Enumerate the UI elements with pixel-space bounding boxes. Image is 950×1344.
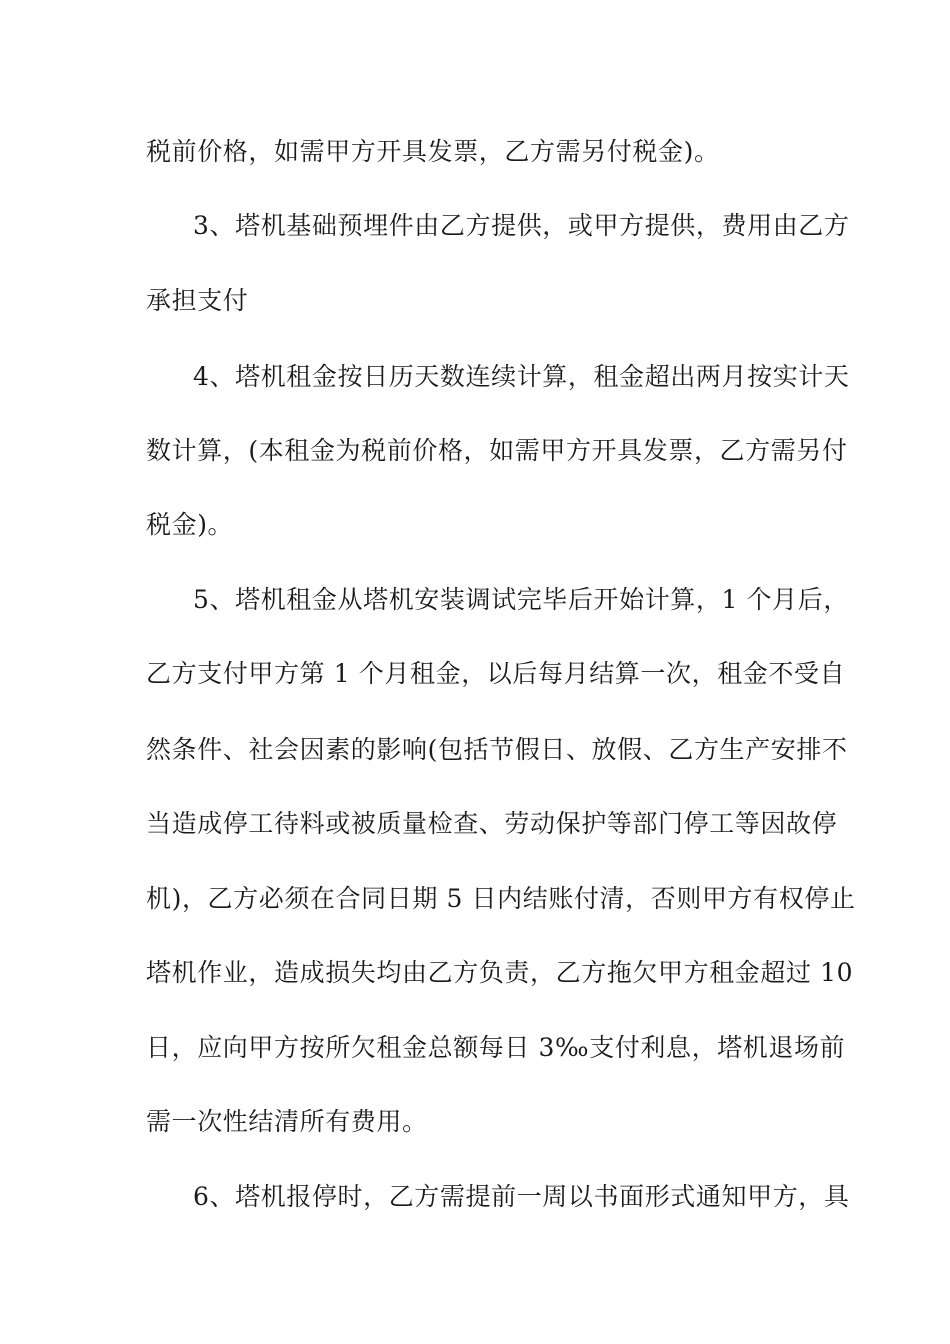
text-line: 税金)。	[146, 510, 234, 539]
clause-6-line: 6、塔机报停时，乙方需提前一周以书面形式通知甲方，具	[193, 1182, 850, 1211]
text-line: 塔机作业，造成损失均由乙方负责，乙方拖欠甲方租金超过 10	[146, 958, 854, 987]
text-line: 乙方支付甲方第 1 个月租金，以后每月结算一次，租金不受自	[146, 659, 846, 688]
text-line: 日，应向甲方按所欠租金总额每日 3‰支付利息，塔机退场前	[146, 1033, 846, 1062]
text-line: 当造成停工待料或被质量检查、劳动保护等部门停工等因故停	[146, 809, 838, 838]
clause-3-line: 3、塔机基础预埋件由乙方提供，或甲方提供，费用由乙方	[193, 211, 850, 240]
text-line: 机)，乙方必须在合同日期 5 日内结账付清，否则甲方有权停止	[146, 884, 856, 913]
text-line: 然条件、社会因素的影响(包括节假日、放假、乙方生产安排不	[146, 735, 848, 764]
text-line: 数计算，(本租金为税前价格，如需甲方开具发票，乙方需另付	[146, 436, 848, 465]
clause-5-line: 5、塔机租金从塔机安装调试完毕后开始计算，1 个月后，	[193, 585, 849, 614]
clause-4-line: 4、塔机租金按日历天数连续计算，租金超出两月按实计天	[193, 362, 850, 391]
text-line: 承担支付	[146, 286, 249, 315]
text-line: 税前价格，如需甲方开具发票，乙方需另付税金)。	[146, 137, 720, 166]
text-line: 需一次性结清所有费用。	[146, 1107, 428, 1136]
